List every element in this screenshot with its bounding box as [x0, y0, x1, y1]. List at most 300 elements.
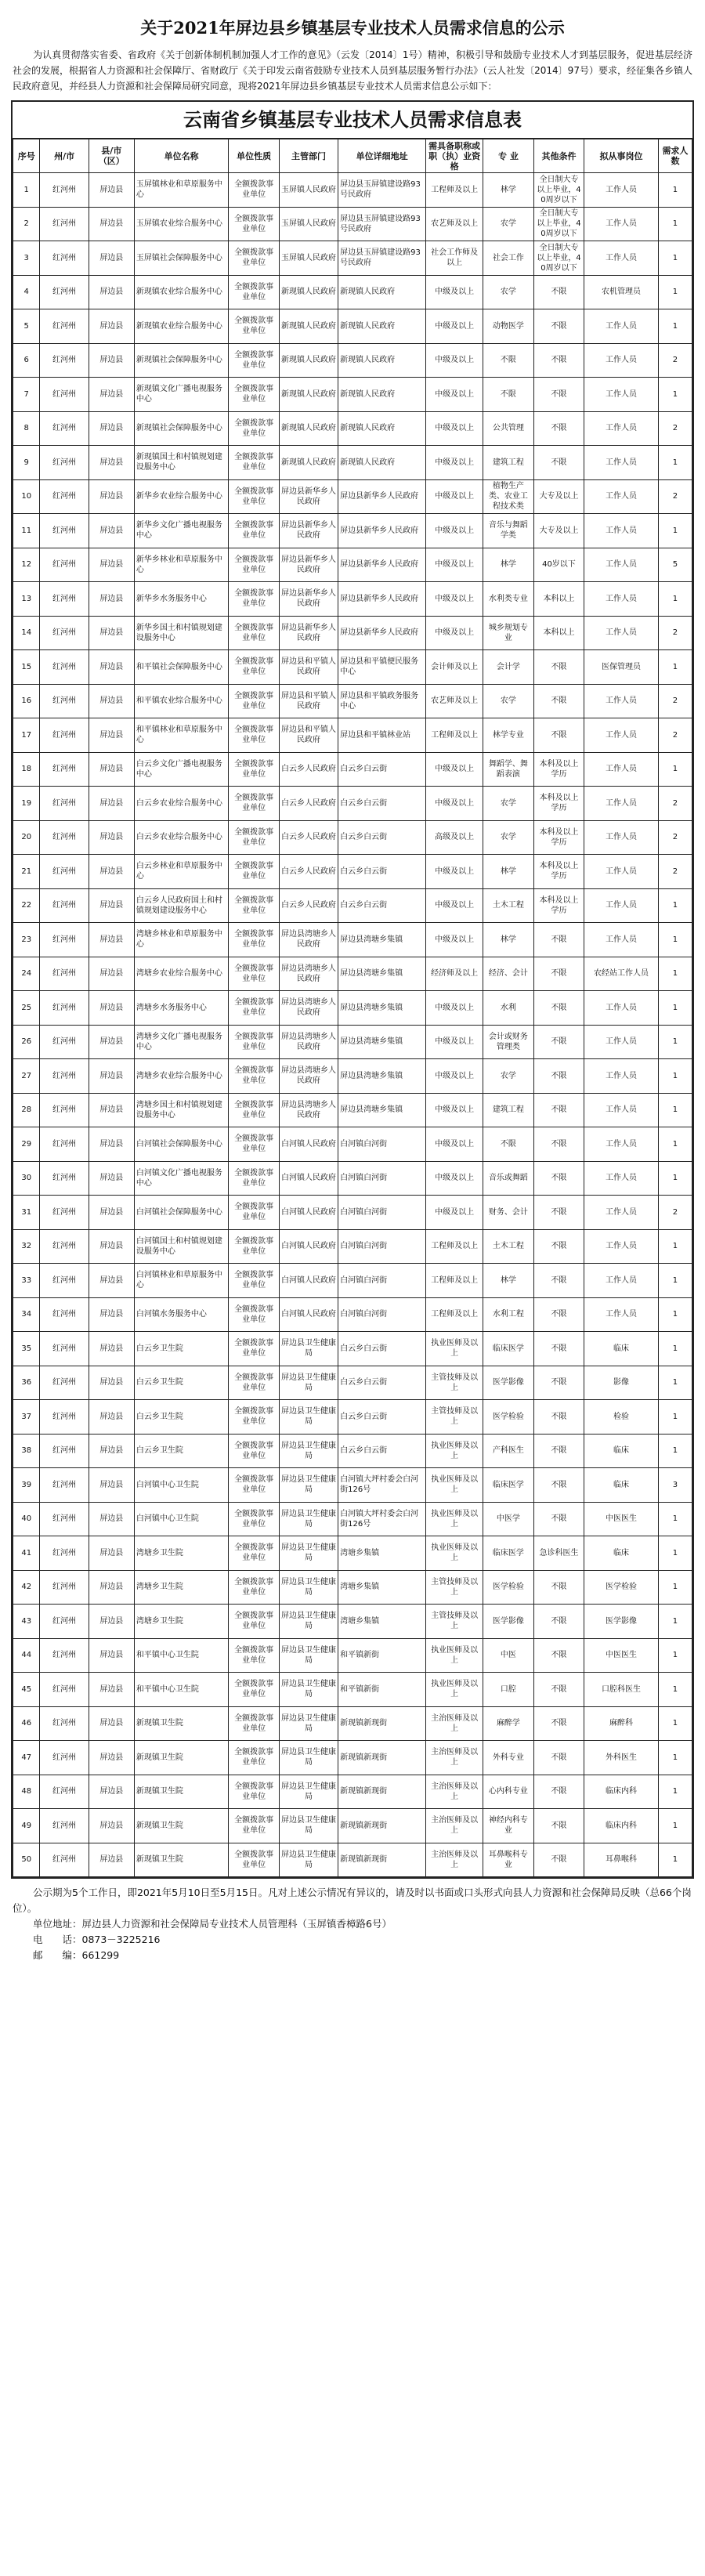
table-cell: 工作人员	[584, 514, 659, 548]
table-cell: 临床医学	[483, 1468, 534, 1503]
table-cell: 新现镇人民政府	[279, 309, 338, 344]
table-cell: 红河州	[40, 650, 89, 685]
table-cell: 红河州	[40, 479, 89, 514]
table-cell: 执业医师及以上	[426, 1673, 483, 1707]
table-cell: 工作人员	[584, 309, 659, 344]
table-cell: 屏边县	[89, 378, 134, 412]
table-cell: 屏边县	[89, 1264, 134, 1298]
table-cell: 白云乡卫生院	[134, 1434, 228, 1468]
table-cell: 玉屏镇社会保障服务中心	[134, 241, 228, 276]
table-cell: 白云乡白云街	[338, 752, 426, 787]
table-cell: 1	[658, 1706, 692, 1741]
table-cell: 20	[13, 820, 40, 855]
table-cell: 屏边县	[89, 411, 134, 446]
table-cell: 屏边县	[89, 479, 134, 514]
table-cell: 35	[13, 1332, 40, 1366]
footer-phone-text: 电 话：0873－3225216	[33, 1934, 161, 1945]
table-cell: 林学	[483, 548, 534, 582]
column-header: 主管部门	[279, 139, 338, 173]
table-cell: 屏边县	[89, 1570, 134, 1605]
table-cell: 红河州	[40, 923, 89, 957]
table-cell: 新现镇社会保障服务中心	[134, 411, 228, 446]
table-cell: 屏边县和平镇人民政府	[279, 718, 338, 753]
table-cell: 临床内科	[584, 1775, 659, 1809]
table-cell: 1	[658, 1809, 692, 1843]
table-row	[13, 1468, 692, 1503]
table-cell: 屏边县湾塘乡集镇	[338, 991, 426, 1026]
table-cell: 玉屏镇人民政府	[279, 173, 338, 208]
table-cell: 全额拨款事业单位	[229, 820, 280, 855]
table-cell: 工作人员	[584, 1161, 659, 1196]
table-cell: 屏边县	[89, 650, 134, 685]
table-cell: 本科及以上学历	[533, 855, 584, 889]
footer-section	[13, 1885, 692, 1963]
table-cell: 中级及以上	[426, 1059, 483, 1094]
table-cell: 社会工作	[483, 241, 534, 276]
table-cell: 不限	[533, 718, 584, 753]
table-cell: 屏边县	[89, 1297, 134, 1332]
table-cell: 屏边县	[89, 1843, 134, 1877]
table-cell: 执业医师及以上	[426, 1468, 483, 1503]
table-cell: 不限	[533, 1809, 584, 1843]
table-cell: 红河州	[40, 1706, 89, 1741]
table-cell: 新现镇农业综合服务中心	[134, 309, 228, 344]
table-cell: 1	[658, 173, 692, 208]
table-cell: 红河州	[40, 207, 89, 241]
table-cell: 中级及以上	[426, 787, 483, 821]
table-cell: 不限	[533, 1775, 584, 1809]
table-row	[13, 1502, 692, 1536]
table-cell: 湾塘乡国土和村镇规划建设服务中心	[134, 1093, 228, 1127]
table-cell: 农学	[483, 787, 534, 821]
table-cell: 全额拨款事业单位	[229, 1229, 280, 1264]
table-cell: 40	[13, 1502, 40, 1536]
table-cell: 白河镇林业和草原服务中心	[134, 1264, 228, 1298]
table-cell: 中级及以上	[426, 1161, 483, 1196]
table-cell: 屏边县	[89, 1809, 134, 1843]
table-cell: 屏边县	[89, 684, 134, 718]
table-cell: 屏边县	[89, 957, 134, 991]
table-cell: 44	[13, 1638, 40, 1673]
table-cell: 中级及以上	[426, 888, 483, 923]
table-cell: 红河州	[40, 684, 89, 718]
table-cell: 45	[13, 1673, 40, 1707]
table-row	[13, 923, 692, 957]
table-cell: 中级及以上	[426, 1127, 483, 1162]
table-cell: 红河州	[40, 1400, 89, 1435]
table-cell: 和平镇新街	[338, 1638, 426, 1673]
table-cell: 屏边县卫生健康局	[279, 1605, 338, 1639]
table-cell: 临床医学	[483, 1536, 534, 1571]
table-cell: 中级及以上	[426, 991, 483, 1026]
table-cell: 工作人员	[584, 343, 659, 378]
table-cell: 全额拨款事业单位	[229, 1605, 280, 1639]
table-cell: 工作人员	[584, 1059, 659, 1094]
table-cell: 屏边县	[89, 241, 134, 276]
table-cell: 湾塘乡卫生院	[134, 1536, 228, 1571]
table-cell: 1	[658, 923, 692, 957]
table-cell: 不限	[533, 1570, 584, 1605]
table-row	[13, 752, 692, 787]
table-row	[13, 1264, 692, 1298]
table-cell: 中级及以上	[426, 275, 483, 309]
table-cell: 26	[13, 1025, 40, 1059]
table-row	[13, 446, 692, 480]
table-cell: 新现镇新现街	[338, 1843, 426, 1877]
table-cell: 屏边县湾塘乡人民政府	[279, 1059, 338, 1094]
table-cell: 4	[13, 275, 40, 309]
table-row	[13, 207, 692, 241]
table-cell: 屏边县湾塘乡人民政府	[279, 923, 338, 957]
table-cell: 林学专业	[483, 718, 534, 753]
table-row	[13, 1229, 692, 1264]
table-cell: 执业医师及以上	[426, 1502, 483, 1536]
table-cell: 中级及以上	[426, 479, 483, 514]
table-cell: 新现镇卫生院	[134, 1843, 228, 1877]
table-row	[13, 1605, 692, 1639]
table-cell: 主管技师及以上	[426, 1570, 483, 1605]
table-cell: 林学	[483, 923, 534, 957]
table-cell: 屏边县和平镇林业站	[338, 718, 426, 753]
table-cell: 27	[13, 1059, 40, 1094]
table-cell: 临床	[584, 1468, 659, 1503]
intro-paragraph	[13, 47, 692, 94]
table-cell: 全额拨款事业单位	[229, 991, 280, 1026]
table-row	[13, 991, 692, 1026]
table-cell: 医学检验	[483, 1570, 534, 1605]
table-cell: 动物医学	[483, 309, 534, 344]
column-header: 州/市	[40, 139, 89, 173]
table-cell: 不限	[533, 1264, 584, 1298]
table-cell: 主管技师及以上	[426, 1400, 483, 1435]
table-cell: 红河州	[40, 1741, 89, 1775]
table-row	[13, 1025, 692, 1059]
table-cell: 新现镇卫生院	[134, 1809, 228, 1843]
table-cell: 林学	[483, 855, 534, 889]
table-cell: 新现镇卫生院	[134, 1741, 228, 1775]
table-cell: 红河州	[40, 1366, 89, 1400]
table-cell: 屏边县	[89, 855, 134, 889]
column-header: 单位详细地址	[338, 139, 426, 173]
table-cell: 14	[13, 616, 40, 650]
column-header: 单位性质	[229, 139, 280, 173]
table-cell: 主管技师及以上	[426, 1605, 483, 1639]
table-cell: 新现镇人民政府	[279, 378, 338, 412]
table-cell: 屏边县卫生健康局	[279, 1673, 338, 1707]
table-cell: 水利	[483, 991, 534, 1026]
table-cell: 31	[13, 1196, 40, 1230]
table-cell: 和平镇中心卫生院	[134, 1673, 228, 1707]
table-cell: 土木工程	[483, 888, 534, 923]
table-cell: 临床内科	[584, 1809, 659, 1843]
table-row	[13, 1638, 692, 1673]
table-cell: 1	[658, 1638, 692, 1673]
table-cell: 湾塘乡林业和草原服务中心	[134, 923, 228, 957]
table-cell: 农艺师及以上	[426, 207, 483, 241]
table-cell: 工作人员	[584, 241, 659, 276]
table-cell: 屏边县卫生健康局	[279, 1638, 338, 1673]
table-cell: 湾塘乡卫生院	[134, 1570, 228, 1605]
table-cell: 不限	[533, 1093, 584, 1127]
table-cell: 红河州	[40, 1297, 89, 1332]
table-cell: 全额拨款事业单位	[229, 1706, 280, 1741]
table-cell: 50	[13, 1843, 40, 1877]
table-cell: 会计师及以上	[426, 650, 483, 685]
table-cell: 耳鼻喉科	[584, 1843, 659, 1877]
table-cell: 本科及以上学历	[533, 888, 584, 923]
table-cell: 新现镇人民政府	[279, 411, 338, 446]
table-row	[13, 1332, 692, 1366]
table-cell: 1	[658, 1264, 692, 1298]
table-cell: 工作人员	[584, 718, 659, 753]
table-cell: 屏边县	[89, 275, 134, 309]
table-cell: 新现镇人民政府	[279, 275, 338, 309]
table-row	[13, 684, 692, 718]
table-cell: 全额拨款事业单位	[229, 275, 280, 309]
table-cell: 白云乡农业综合服务中心	[134, 787, 228, 821]
table-cell: 不限	[533, 1229, 584, 1264]
table-cell: 屏边县卫生健康局	[279, 1536, 338, 1571]
table-row	[13, 1059, 692, 1094]
table-cell: 中医	[483, 1638, 534, 1673]
table-cell: 屏边县	[89, 1434, 134, 1468]
table-cell: 中级及以上	[426, 411, 483, 446]
table-row	[13, 173, 692, 208]
table-cell: 1	[658, 1025, 692, 1059]
column-header: 其他条件	[533, 139, 584, 173]
table-cell: 临床	[584, 1536, 659, 1571]
table-cell: 屏边县新华乡人民政府	[279, 548, 338, 582]
table-cell: 全额拨款事业单位	[229, 1400, 280, 1435]
table-cell: 湾塘乡水务服务中心	[134, 991, 228, 1026]
table-cell: 白云乡人民政府	[279, 855, 338, 889]
table-cell: 红河州	[40, 1605, 89, 1639]
table-cell: 新现镇人民政府	[338, 411, 426, 446]
table-cell: 全额拨款事业单位	[229, 718, 280, 753]
table-cell: 2	[658, 787, 692, 821]
table-cell: 高级及以上	[426, 820, 483, 855]
table-cell: 耳鼻喉科专业	[483, 1843, 534, 1877]
table-cell: 工作人员	[584, 888, 659, 923]
table-cell: 红河州	[40, 1468, 89, 1503]
table-cell: 37	[13, 1400, 40, 1435]
table-cell: 农学	[483, 820, 534, 855]
table-cell: 不限	[533, 957, 584, 991]
table-cell: 新现镇人民政府	[279, 343, 338, 378]
table-cell: 主治医师及以上	[426, 1741, 483, 1775]
document-title: 关于2021年屏边县乡镇基层专业技术人员需求信息的公示	[140, 18, 565, 38]
table-cell: 屏边县卫生健康局	[279, 1706, 338, 1741]
table-cell: 11	[13, 514, 40, 548]
table-row	[13, 548, 692, 582]
table-cell: 白河镇社会保障服务中心	[134, 1127, 228, 1162]
table-cell: 工作人员	[584, 582, 659, 617]
table-cell: 和平镇林业和草原服务中心	[134, 718, 228, 753]
table-row	[13, 1093, 692, 1127]
table-row	[13, 343, 692, 378]
table-cell: 舞蹈学、舞蹈表演	[483, 752, 534, 787]
table-cell: 42	[13, 1570, 40, 1605]
table-cell: 公共管理	[483, 411, 534, 446]
table-row	[13, 514, 692, 548]
table-cell: 红河州	[40, 1638, 89, 1673]
table-cell: 不限	[533, 1297, 584, 1332]
table-cell: 屏边县	[89, 446, 134, 480]
table-cell: 47	[13, 1741, 40, 1775]
table-cell: 19	[13, 787, 40, 821]
table-cell: 屏边县	[89, 787, 134, 821]
table-cell: 屏边县	[89, 309, 134, 344]
table-row	[13, 1741, 692, 1775]
table-cell: 全额拨款事业单位	[229, 1673, 280, 1707]
table-cell: 红河州	[40, 1229, 89, 1264]
table-cell: 全额拨款事业单位	[229, 787, 280, 821]
table-cell: 麻醉科	[584, 1706, 659, 1741]
table-cell: 工作人员	[584, 787, 659, 821]
table-cell: 医学检验	[483, 1400, 534, 1435]
table-cell: 城乡规划专业	[483, 616, 534, 650]
table-cell: 1	[658, 1093, 692, 1127]
table-row	[13, 1434, 692, 1468]
table-cell: 全额拨款事业单位	[229, 923, 280, 957]
table-cell: 水利工程	[483, 1297, 534, 1332]
table-cell: 46	[13, 1706, 40, 1741]
table-row	[13, 1775, 692, 1809]
table-cell: 产科医生	[483, 1434, 534, 1468]
table-row	[13, 957, 692, 991]
table-cell: 白河镇白河街	[338, 1229, 426, 1264]
table-cell: 不限	[533, 684, 584, 718]
table-cell: 和平镇社会保障服务中心	[134, 650, 228, 685]
table-cell: 不限	[533, 1605, 584, 1639]
table-cell: 新华乡农业综合服务中心	[134, 479, 228, 514]
table-cell: 1	[658, 991, 692, 1026]
table-cell: 屏边县湾塘乡集镇	[338, 1059, 426, 1094]
table-cell: 屏边县卫生健康局	[279, 1741, 338, 1775]
table-cell: 全额拨款事业单位	[229, 1093, 280, 1127]
table-cell: 屏边县玉屏镇建设路93号民政府	[338, 207, 426, 241]
table-cell: 1	[658, 275, 692, 309]
table-cell: 不限	[533, 1127, 584, 1162]
table-cell: 1	[658, 1843, 692, 1877]
table-cell: 白河镇白河街	[338, 1161, 426, 1196]
table-cell: 白河镇白河街	[338, 1297, 426, 1332]
table-cell: 不限	[533, 650, 584, 685]
table-cell: 白云乡人民政府	[279, 787, 338, 821]
table-cell: 全额拨款事业单位	[229, 1536, 280, 1571]
table-cell: 1	[658, 582, 692, 617]
table-cell: 38	[13, 1434, 40, 1468]
table-cell: 屏边县卫生健康局	[279, 1775, 338, 1809]
table-cell: 不限	[533, 1741, 584, 1775]
table-cell: 不限	[533, 1638, 584, 1673]
table-cell: 农机管理员	[584, 275, 659, 309]
table-cell: 工作人员	[584, 991, 659, 1026]
table-cell: 全额拨款事业单位	[229, 1809, 280, 1843]
table-row	[13, 309, 692, 344]
table-row	[13, 1127, 692, 1162]
table-cell: 湾塘乡集镇	[338, 1536, 426, 1571]
table-cell: 新现镇人民政府	[338, 343, 426, 378]
table-cell: 新现镇新现街	[338, 1706, 426, 1741]
table-cell: 全额拨款事业单位	[229, 888, 280, 923]
table-cell: 湾塘乡卫生院	[134, 1605, 228, 1639]
table-cell: 红河州	[40, 309, 89, 344]
table-cell: 屏边县	[89, 1229, 134, 1264]
table-cell: 工作人员	[584, 923, 659, 957]
column-header: 专 业	[483, 139, 534, 173]
table-cell: 工作人员	[584, 479, 659, 514]
table-cell: 新现镇新现街	[338, 1775, 426, 1809]
table-cell: 中级及以上	[426, 1196, 483, 1230]
table-cell: 屏边县	[89, 207, 134, 241]
table-cell: 屏边县	[89, 1400, 134, 1435]
table-cell: 工程师及以上	[426, 1297, 483, 1332]
table-cell: 红河州	[40, 718, 89, 753]
table-cell: 不限	[533, 1332, 584, 1366]
table-cell: 中级及以上	[426, 752, 483, 787]
table-row	[13, 616, 692, 650]
table-cell: 屏边县	[89, 1161, 134, 1196]
table-cell: 财务、会计	[483, 1196, 534, 1230]
table-cell: 屏边县卫生健康局	[279, 1843, 338, 1877]
table-cell: 18	[13, 752, 40, 787]
table-cell: 屏边县新华乡人民政府	[279, 514, 338, 548]
table-cell: 本科以上	[533, 582, 584, 617]
table-cell: 全额拨款事业单位	[229, 207, 280, 241]
table-row	[13, 718, 692, 753]
table-cell: 全额拨款事业单位	[229, 173, 280, 208]
table-cell: 白云乡白云街	[338, 1400, 426, 1435]
table-cell: 全额拨款事业单位	[229, 309, 280, 344]
column-header: 单位名称	[134, 139, 228, 173]
table-cell: 红河州	[40, 1264, 89, 1298]
column-header: 需求人数	[658, 139, 692, 173]
table-cell: 全额拨款事业单位	[229, 1161, 280, 1196]
table-cell: 神经内科专业	[483, 1809, 534, 1843]
table-cell: 红河州	[40, 1434, 89, 1468]
table-cell: 执业医师及以上	[426, 1638, 483, 1673]
table-cell: 红河州	[40, 343, 89, 378]
table-cell: 41	[13, 1536, 40, 1571]
table-cell: 39	[13, 1468, 40, 1503]
table-cell: 屏边县	[89, 1741, 134, 1775]
table-cell: 1	[658, 1502, 692, 1536]
table-cell: 新华乡文化广播电视服务中心	[134, 514, 228, 548]
table-row	[13, 888, 692, 923]
table-cell: 工程师及以上	[426, 1264, 483, 1298]
table-cell: 全额拨款事业单位	[229, 1059, 280, 1094]
table-cell: 23	[13, 923, 40, 957]
table-cell: 屏边县	[89, 616, 134, 650]
table-cell: 红河州	[40, 752, 89, 787]
table-cell: 中级及以上	[426, 514, 483, 548]
table-row	[13, 1196, 692, 1230]
table-cell: 全额拨款事业单位	[229, 1502, 280, 1536]
footer-postcode	[13, 1948, 692, 1963]
table-cell: 中医医生	[584, 1502, 659, 1536]
table-cell: 不限	[533, 1196, 584, 1230]
table-row	[13, 1843, 692, 1877]
table-cell: 全额拨款事业单位	[229, 957, 280, 991]
table-cell: 白云乡人民政府	[279, 820, 338, 855]
table-cell: 2	[658, 855, 692, 889]
table-cell: 屏边县	[89, 1706, 134, 1741]
table-cell: 红河州	[40, 1502, 89, 1536]
table-cell: 10	[13, 479, 40, 514]
table-cell: 红河州	[40, 1093, 89, 1127]
table-cell: 屏边县	[89, 1059, 134, 1094]
